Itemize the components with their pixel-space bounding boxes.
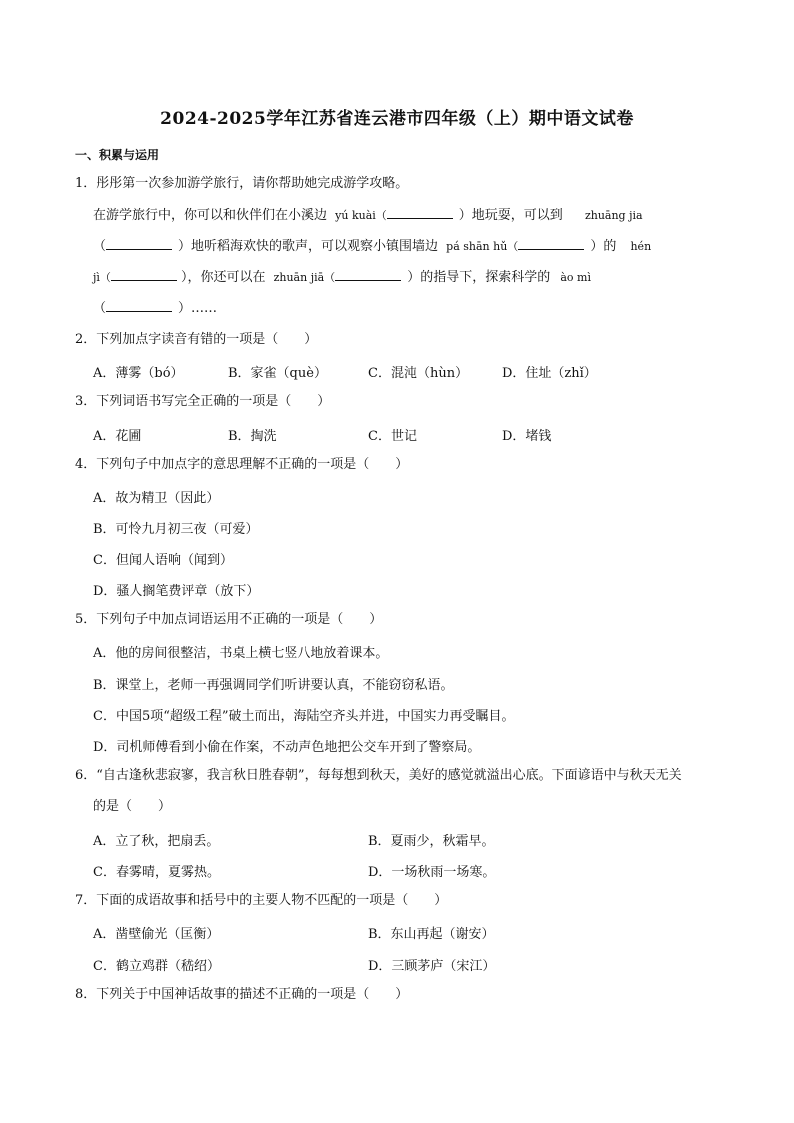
question-7-option-b[interactable]: B．东山再起（谢安） [368,927,495,942]
question-6-option-b[interactable]: B．夏雨少，秋霜早。 [368,834,495,849]
section-heading: 一、积累与运用 [75,148,160,162]
question-5-option-b[interactable]: B．课堂上，老师一再强调同学们听讲要认真，不能窃窃私语。 [93,678,454,693]
question-7-option-c[interactable]: C．鹤立鸡群（嵇绍） [93,959,220,974]
question-3-stem: 3．下列词语书写完全正确的一项是（ ） [75,394,331,409]
answer-blank[interactable] [335,268,401,281]
question-3-option-a[interactable]: A．花圃 [93,429,142,444]
question-2-option-c[interactable]: C．混沌（hùn） [368,366,469,381]
question-1-line-1: 在游学旅行中，你可以和伙伴们在小溪边 yú kuài（ ）地玩耍，可以到 zhuāng jia [93,208,643,223]
question-1-stem: 1．彤彤第一次参加游学旅行，请你帮助她完成游学攻略。 [75,176,409,191]
question-8-stem: 8．下列关于中国神话故事的描述不正确的一项是（ ） [75,987,409,1002]
question-2-stem: 2．下列加点字读音有错的一项是（ ） [75,332,318,347]
question-6-stem: 6．“自古逢秋悲寂寥，我言秋日胜春朝”，每每想到秋天，美好的感觉就溢出心底。下面谚语中与秋天无关 [75,768,682,783]
question-3-option-c[interactable]: C．世记 [368,429,417,444]
question-7-option-d[interactable]: D．三顾茅庐（宋江） [368,959,496,974]
question-2-option-b[interactable]: B．家雀（què） [228,366,327,381]
question-4-option-d[interactable]: D．骚人搁笔费评章（放下） [93,584,260,599]
question-5-option-c[interactable]: C．中国5项“超级工程”破土而出，海陆空齐头并进，中国实力再受瞩目。 [93,709,515,724]
question-1-line-2: （ ）地听稻海欢快的歌声，可以观察小镇围墙边 pá shān hǔ（ ）的 hén [93,239,652,254]
question-4-stem: 4．下列句子中加点字的意思理解不正确的一项是（ ） [75,457,409,472]
question-1-line-3: jì（ ），你还可以在 zhuān jiā（ ）的指导下，探索科学的 ào mì [93,270,591,285]
question-4-option-c[interactable]: C．但闻人语响（闻到） [93,553,233,568]
question-6-option-c[interactable]: C．春雾晴，夏雾热。 [93,865,220,880]
question-1-line-4: （ ）…… [93,301,218,316]
question-2-option-a[interactable]: A．薄雾（bó） [93,366,184,381]
answer-blank[interactable] [111,268,177,281]
question-5-option-a[interactable]: A．他的房间很整洁，书桌上横七竖八地放着课本。 [93,646,389,661]
question-6-option-a[interactable]: A．立了秋，把扇丢。 [93,834,220,849]
question-2-option-d[interactable]: D．住址（zhǐ） [502,366,597,381]
answer-blank[interactable] [106,299,172,312]
question-4-option-b[interactable]: B．可怜九月初三夜（可爱） [93,522,259,537]
question-7-stem: 7．下面的成语故事和括号中的主要人物不匹配的一项是（ ） [75,893,448,908]
question-4-option-a[interactable]: A．故为精卫（因此） [93,491,220,506]
question-6-stem-cont: 的是（ ） [93,799,172,814]
question-3-option-b[interactable]: B．掏洗 [228,429,277,444]
question-3-option-d[interactable]: D．堵钱 [502,429,552,444]
question-7-option-a[interactable]: A．凿壁偷光（匡衡） [93,927,220,942]
question-5-option-d[interactable]: D．司机师傅看到小偷在作案，不动声色地把公交车开到了警察局。 [93,740,481,755]
answer-blank[interactable] [106,237,172,250]
answer-blank[interactable] [387,206,453,219]
question-5-stem: 5．下列句子中加点词语运用不正确的一项是（ ） [75,612,383,627]
question-6-option-d[interactable]: D．一场秋雨一场寒。 [368,865,496,880]
page-title: 2024-2025学年江苏省连云港市四年级（上）期中语文试卷 [160,109,634,129]
answer-blank[interactable] [518,237,584,250]
